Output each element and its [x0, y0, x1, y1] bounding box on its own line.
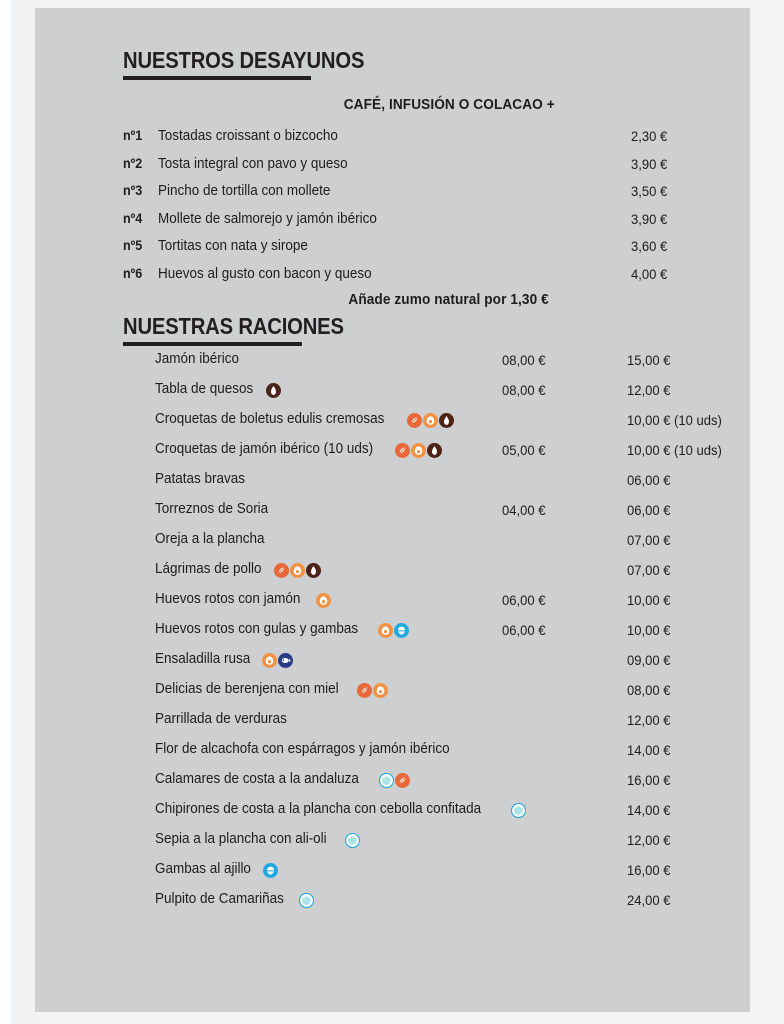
gluten-allergen-icon: [395, 773, 410, 788]
left-white-margin: [0, 0, 11, 1024]
crustacean-allergen-icon: [263, 863, 278, 878]
mollusc-allergen-icon: [379, 773, 394, 788]
desayunos-item-row: [123, 211, 683, 231]
raciones-item-name: Tabla de quesos: [155, 381, 254, 397]
raciones-item-full-price: 06,00 €: [627, 502, 671, 518]
raciones-item-row: [155, 651, 735, 673]
allergen-icon-group: [266, 383, 281, 398]
lactose-allergen-icon: [306, 563, 321, 578]
raciones-item-name: Flor de alcachofa con espárragos y jamón ibérico: [155, 741, 450, 757]
raciones-item-name-group: [155, 561, 321, 577]
gluten-allergen-icon: [357, 683, 372, 698]
desayunos-item-number: nº6: [123, 266, 143, 281]
raciones-item-name-group: [155, 621, 409, 637]
raciones-item-full-price: 06,00 €: [627, 472, 671, 488]
desayunos-item-price: 2,30 €: [631, 128, 668, 144]
raciones-item-full-price: 14,00 €: [627, 802, 671, 818]
desayunos-item-number: nº5: [123, 238, 143, 254]
raciones-item-name-group: [155, 681, 388, 697]
desayunos-item-price: 3,90 €: [631, 210, 668, 227]
raciones-item-name-group: [155, 411, 454, 427]
raciones-item-row: [155, 681, 735, 703]
desayunos-item-row: [123, 156, 683, 176]
raciones-item-full-price: 14,00 €: [627, 742, 671, 758]
raciones-item-full-price: 10,00 € (10 uds): [627, 412, 722, 428]
raciones-item-full-price: 16,00 €: [627, 862, 671, 878]
raciones-item-name-group: [155, 591, 331, 607]
raciones-item-full-price: 10,00 €: [627, 592, 671, 608]
raciones-item-full-price: 10,00 €: [627, 622, 671, 638]
raciones-item-name: Lágrimas de pollo: [155, 561, 262, 577]
allergen-icon-group: [357, 683, 388, 698]
raciones-item-row: [155, 351, 735, 373]
gluten-allergen-icon: [395, 443, 410, 458]
section-heading-raciones-text: NUESTRAS RACIONES: [123, 313, 344, 339]
raciones-item-name-group: [155, 441, 442, 457]
raciones-item-half-price: 06,00 €: [502, 592, 546, 608]
desayunos-item-row: [123, 183, 683, 203]
raciones-item-row: [155, 621, 735, 643]
desayunos-item-price: 3,60 €: [631, 238, 668, 255]
egg-allergen-icon: [316, 593, 331, 608]
raciones-item-name: Ensaladilla rusa: [155, 651, 251, 667]
mollusc-allergen-icon: [299, 893, 314, 908]
raciones-item-row: [155, 381, 735, 403]
raciones-item-row: [155, 801, 735, 823]
raciones-item-name: Oreja a la plancha: [155, 531, 265, 547]
raciones-item-row: [155, 711, 735, 733]
raciones-item-name: Jamón ibérico: [155, 351, 239, 367]
raciones-item-row: [155, 561, 735, 583]
raciones-item-full-price: 08,00 €: [627, 682, 671, 698]
raciones-item-name: Chipirones de costa a la plancha con cebolla confitada: [155, 801, 482, 817]
raciones-item-row: [155, 591, 735, 613]
desayunos-item-number: nº1: [123, 128, 143, 143]
egg-allergen-icon: [378, 623, 393, 638]
crustacean-allergen-icon: [394, 623, 409, 638]
raciones-item-half-price: 06,00 €: [502, 622, 546, 638]
desayunos-subheading: CAFÉ, INFUSIÓN O COLACAO +: [343, 97, 555, 113]
desayunos-item-price: 4,00 €: [631, 266, 668, 282]
raciones-item-name-group: [155, 651, 293, 667]
desayunos-item-price: 3,50 €: [631, 183, 668, 200]
raciones-item-full-price: 07,00 €: [627, 532, 671, 548]
egg-allergen-icon: [423, 413, 438, 428]
raciones-item-name-group: [155, 471, 252, 487]
fish-allergen-icon: [278, 653, 293, 668]
raciones-item-name-group: [155, 891, 314, 907]
raciones-item-row: [155, 531, 735, 553]
raciones-item-name-group: [155, 801, 526, 817]
lactose-allergen-icon: [266, 383, 281, 398]
raciones-item-name-group: [155, 351, 245, 367]
raciones-item-name-group: [155, 741, 472, 757]
raciones-item-row: [155, 861, 735, 883]
raciones-item-name-group: [155, 831, 360, 847]
raciones-item-half-price: 08,00 €: [502, 352, 546, 368]
raciones-item-row: [155, 411, 735, 433]
raciones-item-full-price: 12,00 €: [627, 832, 671, 848]
raciones-item-full-price: 07,00 €: [627, 562, 671, 578]
desayunos-item-name: Mollete de salmorejo y jamón ibérico: [158, 210, 377, 227]
desayunos-item-name: Tosta integral con pavo y queso: [158, 155, 348, 172]
raciones-item-name: Huevos rotos con gulas y gambas: [155, 621, 359, 637]
raciones-item-name: Delicias de berenjena con miel: [155, 681, 339, 697]
raciones-item-half-price: 04,00 €: [502, 502, 546, 518]
desayunos-item-row: [123, 128, 683, 148]
raciones-item-name: Croquetas de boletus edulis cremosas: [155, 411, 385, 427]
raciones-item-full-price: 12,00 €: [627, 712, 671, 728]
desayunos-item-number: nº2: [123, 155, 143, 171]
raciones-item-full-price: 12,00 €: [627, 382, 671, 398]
desayunos-item-name: Tostadas croissant o bizcocho: [158, 128, 338, 144]
section-heading-desayunos-text: NUESTROS DESAYUNOS: [123, 47, 365, 73]
desayunos-item-number: nº3: [123, 183, 143, 199]
egg-allergen-icon: [373, 683, 388, 698]
allergen-icon-group: [262, 653, 293, 668]
allergen-icon-group: [316, 593, 331, 608]
raciones-item-name: Gambas al ajillo: [155, 861, 251, 877]
egg-allergen-icon: [290, 563, 305, 578]
lactose-allergen-icon: [427, 443, 442, 458]
raciones-item-half-price: 08,00 €: [502, 382, 546, 398]
desayunos-item-number: nº4: [123, 210, 143, 226]
section-heading-raciones: [123, 313, 344, 346]
raciones-item-full-price: 16,00 €: [627, 772, 671, 788]
raciones-item-full-price: 09,00 €: [627, 652, 671, 668]
desayunos-item-name: Huevos al gusto con bacon y queso: [158, 266, 372, 282]
raciones-item-row: [155, 831, 735, 853]
egg-allergen-icon: [411, 443, 426, 458]
allergen-icon-group: [511, 803, 526, 818]
raciones-item-row: [155, 471, 735, 493]
raciones-item-row: [155, 501, 735, 523]
raciones-item-row: [155, 441, 735, 463]
raciones-item-name-group: [155, 711, 297, 727]
desayunos-item-row: [123, 266, 683, 286]
raciones-item-full-price: 24,00 €: [627, 892, 671, 908]
allergen-icon-group: [263, 863, 278, 878]
heading-underline-raciones: [123, 342, 302, 346]
raciones-item-name: Torreznos de Soria: [155, 501, 269, 517]
raciones-item-name: Sepia a la plancha con ali-oli: [155, 831, 327, 847]
desayunos-item-price: 3,90 €: [631, 155, 668, 172]
section-heading-desayunos: [123, 47, 365, 80]
allergen-icon-group: [378, 623, 409, 638]
raciones-item-name-group: [155, 531, 273, 547]
raciones-item-name-group: [155, 381, 281, 397]
raciones-item-name: Patatas bravas: [155, 471, 245, 487]
egg-allergen-icon: [262, 653, 277, 668]
desayunos-footnote: Añade zumo natural por 1,30 €: [348, 292, 549, 308]
menu-page: [35, 8, 750, 1012]
raciones-item-row: [155, 741, 735, 763]
raciones-item-full-price: 10,00 € (10 uds): [627, 442, 722, 458]
left-gray-margin: [11, 0, 35, 1024]
desayunos-item-row: [123, 238, 683, 258]
raciones-item-name: Calamares de costa a la andaluza: [155, 771, 359, 787]
allergen-icon-group: [379, 773, 410, 788]
allergen-icon-group: [274, 563, 321, 578]
raciones-item-full-price: 15,00 €: [627, 352, 671, 368]
raciones-item-name-group: [155, 861, 278, 877]
raciones-item-name-group: [155, 501, 277, 517]
mollusc-allergen-icon: [345, 833, 360, 848]
raciones-item-name: Pulpito de Camariñas: [155, 891, 284, 907]
raciones-item-half-price: 05,00 €: [502, 442, 546, 458]
allergen-icon-group: [345, 833, 360, 848]
mollusc-allergen-icon: [511, 803, 526, 818]
allergen-icon-group: [407, 413, 454, 428]
gluten-allergen-icon: [407, 413, 422, 428]
raciones-item-row: [155, 771, 735, 793]
heading-underline-desayunos: [123, 76, 311, 80]
raciones-item-name: Parrillada de verduras: [155, 711, 287, 727]
desayunos-item-name: Tortitas con nata y sirope: [158, 238, 308, 255]
gluten-allergen-icon: [274, 563, 289, 578]
lactose-allergen-icon: [439, 413, 454, 428]
raciones-item-name: Huevos rotos con jamón: [155, 591, 301, 607]
raciones-item-row: [155, 891, 735, 913]
allergen-icon-group: [395, 443, 442, 458]
desayunos-item-name: Pincho de tortilla con mollete: [158, 183, 331, 200]
raciones-item-name-group: [155, 771, 410, 787]
raciones-item-name: Croquetas de jamón ibérico (10 uds): [155, 441, 374, 457]
allergen-icon-group: [299, 893, 314, 908]
